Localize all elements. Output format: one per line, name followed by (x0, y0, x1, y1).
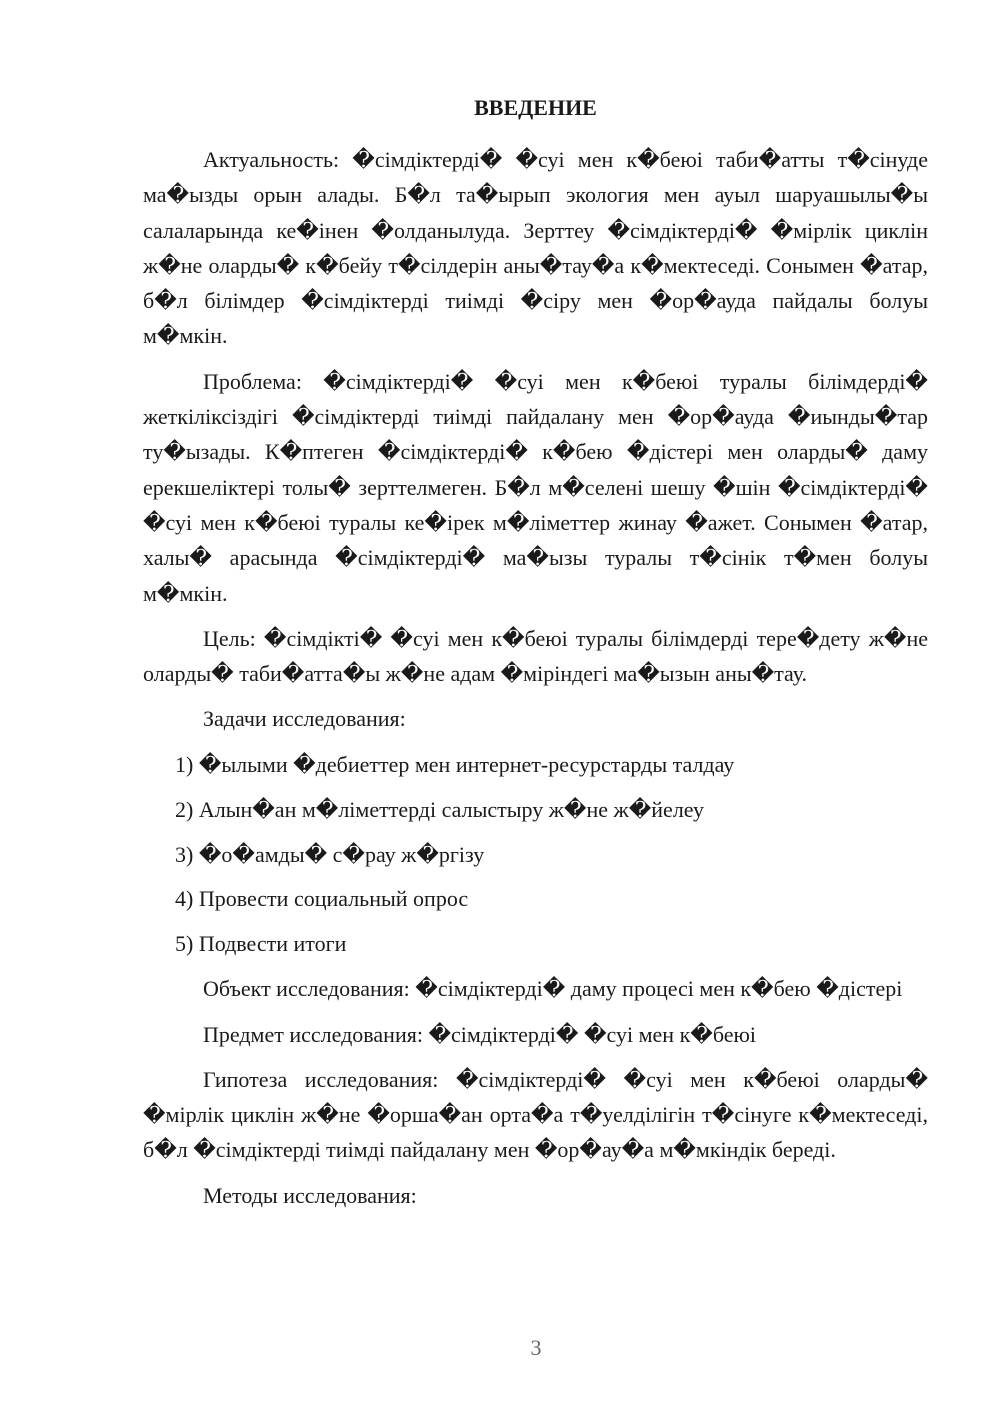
section-title: ВВЕДЕНИЕ (474, 95, 597, 120)
object-paragraph: Объект исследования: �сімдіктерді� даму процесі мен к�бею �дістері (203, 976, 903, 1002)
page-number: 3 (530, 1335, 542, 1360)
goal-paragraph: Цель: �сімдікті� �суі мен к�беюі туралы білімдерді тере�дету ж�не оларды� таби�атта�ы ж�не адам �міріндегі ма�ызын аны�тау. (143, 625, 928, 687)
hypothesis-paragraph: Гипотеза исследования: �сімдіктерді� �суі мен к�беюі оларды� �мірлік циклін ж�не �орша�ан орта�а т�уелділігін т�сінуге к�мектеседі, б�л �сімдіктерді тиімді пайдалану мен �ор�ау�а м�мкіндік береді. (143, 1066, 928, 1163)
subject-paragraph: Предмет исследования: �сімдіктерді� �суі мен к�беюі (203, 1021, 757, 1047)
task-item-5: 5) Подвести итоги (175, 931, 347, 957)
task-item-1: 1) �ылыми �дебиеттер мен интернет-ресурстарды талдау (175, 751, 735, 777)
tasks-heading: Задачи исследования: (203, 706, 406, 732)
relevance-paragraph: Актуальность: �сімдіктерді� �суі мен к�беюі таби�атты т�сінуде ма�ызды орын алады. Б�л та�ырып экология мен ауыл шаруашылы�ы салаларында ке�інен �олданылуда. Зерттеу �сімдіктерді� �мірлік циклін ж�не оларды� к�бейу т�сілдерін аны�тау�а к�мектеседі. Сонымен �атар, б�л білімдер �сімдіктерді тиімді �сіру мен �ор�ауда пайдалы болуы м�мкін. (143, 147, 928, 349)
methods-heading: Методы исследования: (203, 1182, 417, 1208)
problem-paragraph: Проблема: �сімдіктерді� �суі мен к�беюі туралы білімдерді� жеткіліксіздігі �сімдіктерді тиімді пайдалану мен �ор�ауда �иынды�тар ту�ызады. К�птеген �сімдіктерді� к�бею �дістері мен оларды� даму ерекшеліктері толы� зерттелмеген. Б�л м�селені шешу �шін �сімдіктерді� �суі мен к�беюі туралы ке�ірек м�ліметтер жинау �ажет. Сонымен �атар, халы� арасында �сімдіктерді� ма�ызы туралы т�сінік т�мен болуы м�мкін. (143, 368, 928, 606)
task-item-3: 3) �о�амды� с�рау ж�ргізу (175, 841, 485, 867)
task-item-4: 4) Провести социальный опрос (175, 886, 469, 912)
document-body (143, 142, 928, 1223)
task-item-2: 2) Алын�ан м�ліметтерді салыстыру ж�не ж�йелеу (175, 796, 705, 822)
